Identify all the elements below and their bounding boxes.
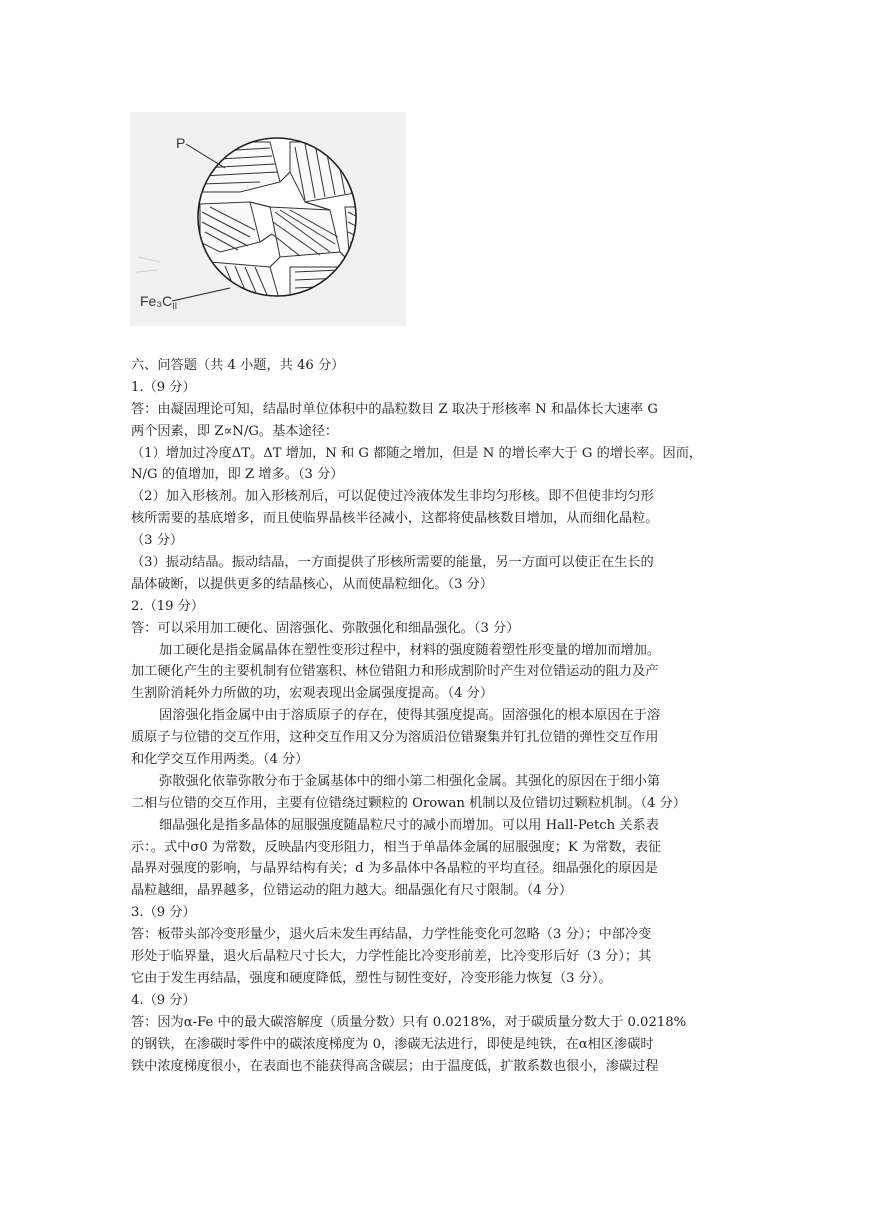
microstructure-diagram	[130, 112, 406, 326]
leader-line-p	[186, 144, 225, 168]
microstructure-figure	[130, 112, 406, 326]
question-number: 1.（9 分）	[131, 379, 196, 395]
answer-line: 质原子与位错的交互作用，这种交互作用又分为溶质沿位错聚集并钉扎位错的弹性交互作用	[131, 730, 659, 746]
answer-line: 它由于发生再结晶，强度和硬度降低，塑性与韧性变好，冷变形能力恢复（3 分）。	[131, 970, 612, 986]
question-number: 4.（9 分）	[131, 992, 196, 1008]
answer-line: 答：可以采用加工硬化、固溶强化、弥散强化和细晶强化。（3 分）	[131, 620, 520, 636]
answer-line: 晶体破断，以提供更多的结晶核心，从而使晶粒细化。（3 分）	[131, 576, 494, 592]
answer-section	[131, 355, 743, 1077]
section-heading: 六、问答题（共 4 小题，共 46 分）	[131, 358, 345, 373]
answer-line: 示：。式中σ0 为常数，反映晶内变形阻力，相当于单晶体金属的屈服强度；K 为常数，表征	[131, 839, 662, 855]
answer-line: 答：板带头部冷变形量少，退火后未发生再结晶，力学性能变化可忽略（3 分）；中部冷变	[131, 927, 652, 943]
answer-line: 核所需要的基底增多，而且使临界晶核半径减小，这都将使晶核数目增加，从而细化晶粒。	[131, 511, 659, 527]
pearlite-colony	[200, 142, 280, 192]
paragraph-start: 固溶强化指金属中由于溶质原子的存在，使得其强度提高。固溶强化的根本原因在于溶	[159, 708, 661, 724]
pearlite-colony	[270, 207, 340, 257]
answer-line: 的钢铁，在渗碳时零件中的碳浓度梯度为 0，渗碳无法进行，即使是纯铁，在α相区渗碳时	[131, 1036, 654, 1052]
answer-line: （2）加入形核剂。加入形核剂后，可以促使过冷液体发生非均匀形核。即不但使非均匀形	[131, 489, 654, 505]
answer-line: （1）增加过冷度ΔT。ΔT 增加，N 和 G 都随之增加，但是 N 的增长率大于 G 的增长率。因而，	[131, 445, 703, 461]
question-number: 3.（9 分）	[131, 905, 196, 921]
label-p: P	[176, 135, 186, 151]
answer-line: 两个因素，即 Z∝N/G。基本途径：	[131, 423, 339, 439]
answer-line: 形处于临界量，退火后晶粒尺寸长大，力学性能比冷变形前差，比冷变形后好（3 分）；其	[131, 949, 652, 965]
answer-line: 加工硬化产生的主要机制有位错塞积、林位错阻力和形成割阶时产生对位错运动的阻力及产	[131, 664, 659, 680]
answer-line: 答：由凝固理论可知，结晶时单位体积中的晶粒数目 Z 取决于形核率 N 和晶体长大速率 G	[131, 401, 658, 417]
pearlite-colony	[345, 207, 370, 272]
answer-line: N/G 的值增加，即 Z 增多。（3 分）	[131, 467, 344, 483]
leader-line-fe3c	[172, 288, 230, 301]
answer-line: （3）振动结晶。振动结晶，一方面提供了形核所需要的能量，另一方面可以使正在生长的	[131, 555, 654, 571]
paragraph-start: 细晶强化是指多晶体的屈服强度随晶粒尺寸的减小而增加。可以用 Hall-Petch 关系表	[159, 817, 659, 833]
answer-line: 答：因为α-Fe 中的最大碳溶解度（质量分数）只有 0.0218%，对于碳质量分数大于 0.0218%	[131, 1014, 687, 1030]
answer-line: 晶界对强度的影响，与晶界结构有关；d 为多晶体中各晶粒的平均直径。细晶强化的原因是	[131, 861, 658, 877]
answer-line: 晶粒越细，晶界越多，位错运动的阻力越大。细晶强化有尺寸限制。（4 分）	[131, 883, 573, 899]
answer-line: 二相与位错的交互作用，主要有位错绕过颗粒的 Orowan 机制以及位错切过颗粒机制。（4 分）	[131, 795, 686, 811]
pearlite-colony	[290, 142, 360, 202]
question-number: 2.（19 分）	[131, 598, 205, 614]
answer-line: （3 分）	[131, 533, 184, 549]
pearlite-colony	[200, 202, 260, 252]
paragraph-start: 弥散强化依靠弥散分布于金属基体中的细小第二相强化金属。其强化的原因在于细小第	[159, 773, 661, 789]
paragraph-start: 加工硬化是指金属晶体在塑性变形过程中，材料的强度随着塑性形变量的增加而增加。	[159, 642, 661, 658]
answer-line: 铁中浓度梯度很小，在表面也不能获得高含碳层；由于温度低，扩散系数也很小，渗碳过程	[131, 1058, 659, 1074]
label-fe3c: $Fe_3C_{II}$	[140, 293, 178, 311]
answer-line: 和化学交互作用两类。（4 分）	[131, 752, 309, 768]
answer-line: 生割阶消耗外力所做的功，宏观表现出金属强度提高。（4 分）	[131, 686, 494, 702]
